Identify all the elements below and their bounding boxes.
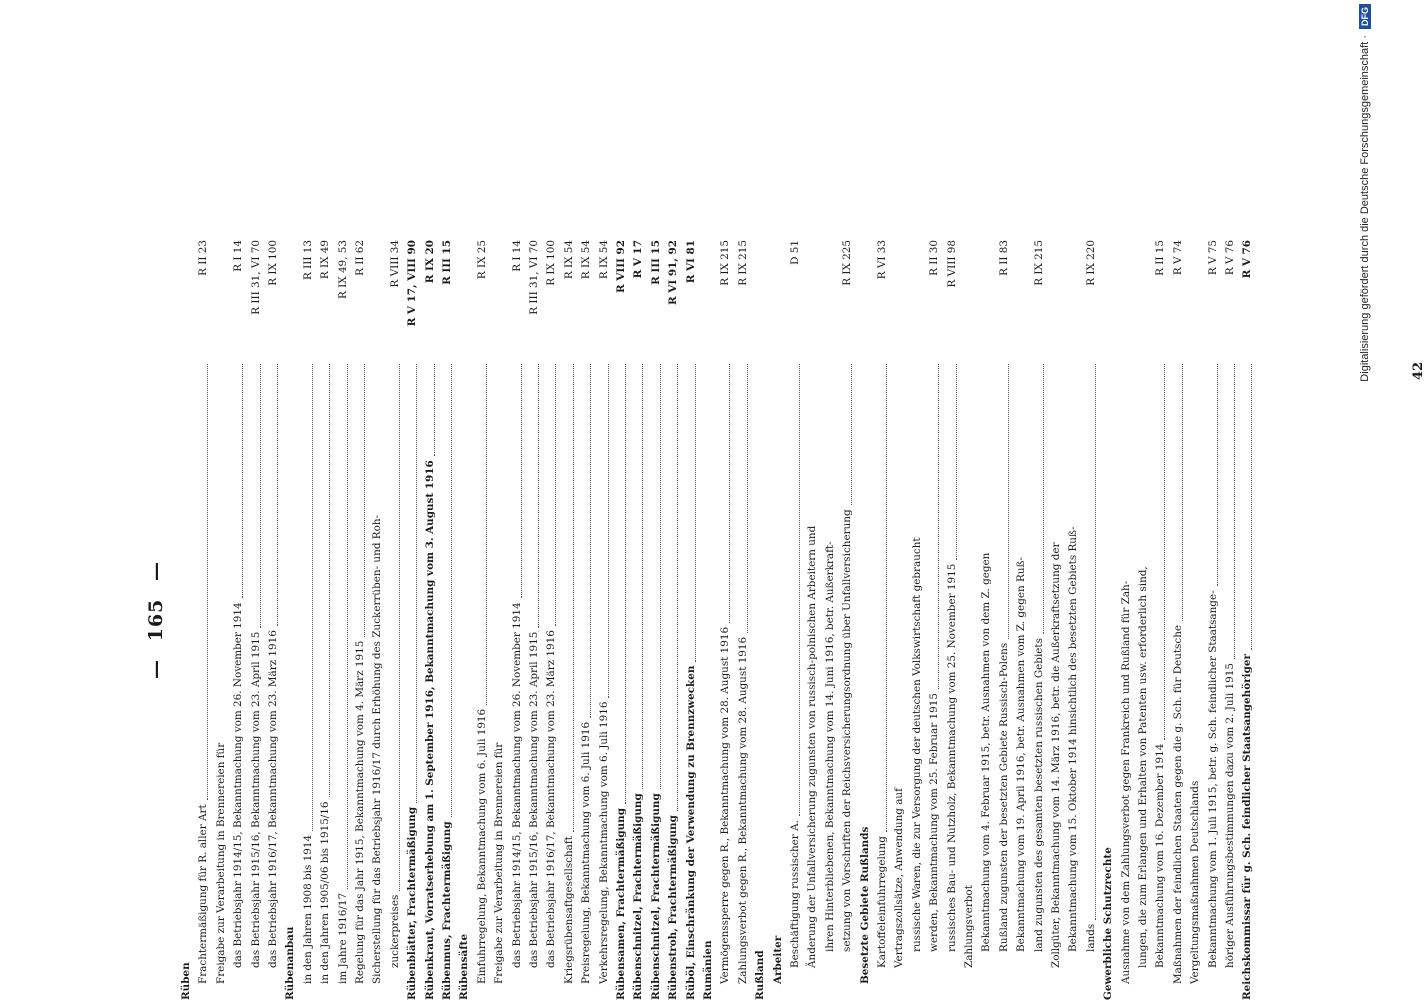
page-number-text: 165 xyxy=(145,598,167,642)
entry-reference: R III 15 xyxy=(649,240,662,285)
entry-text: Vertragszollsätze, Anwendung auf xyxy=(893,788,906,968)
page-number xyxy=(145,240,167,1000)
entry-reference: R V 17, VIII 90 xyxy=(406,240,419,327)
entry-reference: R VI 81 xyxy=(684,240,697,284)
entry-reference: R IX 20 xyxy=(423,240,436,284)
dot-leader xyxy=(787,364,800,816)
index-entry xyxy=(1085,240,1097,1000)
entry-text: das Betriebsjahr 1916/17, Bekanntmachung vom 23. März 1916 xyxy=(267,630,279,968)
dot-leader xyxy=(509,364,522,598)
entry-reference: R VIII 34 xyxy=(388,240,401,288)
entry-reference: R IX 220 xyxy=(1084,240,1097,286)
index-entry xyxy=(963,240,975,1000)
index-entry xyxy=(563,240,575,1000)
index-entry xyxy=(389,240,401,1000)
entry-reference: R V 17 xyxy=(632,240,645,279)
dot-leader xyxy=(944,364,957,560)
entry-text: russische Waren, die zur Versorgung der deutschen Volkswirtschaft gebraucht xyxy=(910,537,923,952)
entry-text: Bekanntmachung vom 4. Februar 1915, betr. Ausnahmen von dem Z. gegen xyxy=(980,552,993,952)
index-entry xyxy=(371,240,383,1000)
entry-text: das Betriebsjahr 1915/16, Bekanntmachung vom 23. April 1915 xyxy=(528,631,540,968)
dot-leader xyxy=(195,364,208,800)
entry-reference: R VIII 98 xyxy=(945,240,958,288)
entry-reference: R IX 49, 53 xyxy=(336,240,349,299)
dot-leader xyxy=(874,364,887,832)
entry-text: Rüben xyxy=(180,962,192,1000)
index-entry xyxy=(806,240,818,1000)
entry-reference: R V 76 xyxy=(1224,240,1236,276)
index-entry xyxy=(754,240,766,1000)
entry-text: Änderung der Unfallversicherung zugunsten von russisch-polnischen Arbeitern und xyxy=(806,525,819,968)
entry-reference: R III 13 xyxy=(301,240,314,280)
index-entry xyxy=(284,240,296,1000)
entry-text: Rußland xyxy=(754,950,767,1000)
index-entry xyxy=(632,240,644,1000)
entry-text: Rübenkraut, Vorratserhebung am 1. September 1916, Bekanntmachung vom 3. August 1916 xyxy=(423,460,436,1000)
entry-text: in den Jahren 1905/06 bis 1915/16 xyxy=(319,801,332,984)
footer-number: 42 xyxy=(1411,361,1426,380)
entry-text: lungen, die zum Erlangen und Erhalten von Patenten usw. erforderlich sind, xyxy=(1137,566,1149,968)
dot-leader xyxy=(1222,364,1235,659)
entry-reference: R III 31, VI 70 xyxy=(249,240,262,315)
index-entry xyxy=(685,240,697,1000)
entry-text: das Betriebsjahr 1914/15, Bekanntmachung vom 26. November 1914 xyxy=(510,602,523,968)
dot-leader xyxy=(422,364,435,456)
entry-text: Besetzte Gebiete Rußlands xyxy=(858,826,871,984)
entry-text: Freigabe zur Verarbeitung in Brennereien für xyxy=(214,742,227,984)
entry-text: Maßnahmen der feindlichen Staaten gegen die g. Sch. für Deutsche xyxy=(1171,624,1184,984)
entry-text: Rübenschnitzel, Frachtermäßigung xyxy=(649,793,662,1000)
entry-text: Kriegsrübensaftgesellschaft xyxy=(562,836,575,984)
dot-leader xyxy=(596,364,609,698)
entry-text: land zugunsten des gesamten besetzten russischen Gebiets xyxy=(1032,638,1045,952)
dot-leader xyxy=(230,364,243,598)
entry-text: Rübenschnitzel, Frachtermäßigung xyxy=(632,793,645,1000)
entry-reference: D 51 xyxy=(789,240,801,265)
index-entry xyxy=(1067,240,1079,1000)
index-entry xyxy=(650,240,662,1000)
entry-reference: R III 31, VI 70 xyxy=(528,240,540,315)
entry-text: ihren Hinterbliebenen, Bekanntmachung vom 14. Juni 1916, betr. Außerkraft- xyxy=(823,541,836,952)
dot-leader xyxy=(735,364,748,633)
index-entry xyxy=(1137,240,1149,1000)
entry-reference: R V 76 xyxy=(1241,240,1254,279)
index-entry xyxy=(319,240,331,1000)
entry-text: Rübenstroh, Frachtermäßigung xyxy=(667,815,680,1000)
dot-leader xyxy=(1083,364,1096,920)
index-entry xyxy=(719,240,731,1000)
entry-reference: R IX 100 xyxy=(267,240,279,286)
entry-reference: R IX 215 xyxy=(719,240,732,286)
index-entries xyxy=(180,240,1290,1000)
index-entry xyxy=(615,240,627,1000)
entry-reference: R V 74 xyxy=(1171,240,1184,276)
entry-text: Rußland zugunsten der besetzten Gebiete Russisch-Polens xyxy=(997,642,1010,952)
dot-leader xyxy=(665,364,678,811)
index-entry xyxy=(1172,240,1184,1000)
dot-leader xyxy=(613,364,626,804)
index-entry xyxy=(545,240,557,1000)
index-entry xyxy=(424,240,436,1000)
dot-leader xyxy=(926,364,939,689)
index-entry xyxy=(667,240,679,1000)
index-entry xyxy=(1102,240,1114,1000)
index-entry xyxy=(197,240,209,1000)
index-entry xyxy=(267,240,279,1000)
entry-text: Reichskommissar für g. Sch. feindlicher Staatsangehöriger xyxy=(1241,654,1254,1000)
entry-text: Zahlungsverbot xyxy=(963,885,975,968)
entry-text: Rübenmus, Frachtermäßigung xyxy=(441,821,453,1000)
index-entry xyxy=(337,240,349,1000)
dash-right: — xyxy=(145,561,167,582)
entry-text: Freigabe zur Verarbeitung in Brennereien für xyxy=(493,742,506,984)
entry-reference: R IX 54 xyxy=(580,240,593,280)
index-entry xyxy=(180,240,192,1000)
index-entry xyxy=(354,240,366,1000)
entry-text: im Jahre 1916/17 xyxy=(336,892,349,984)
index-entry xyxy=(441,240,453,1000)
entry-reference: R V 75 xyxy=(1206,240,1219,276)
index-entry xyxy=(250,240,262,1000)
index-entry xyxy=(458,240,470,1000)
dot-leader xyxy=(839,364,852,505)
entry-reference: R II 15 xyxy=(1154,240,1167,276)
entry-reference: R II 30 xyxy=(928,240,941,276)
dot-leader xyxy=(526,364,539,628)
index-entry xyxy=(876,240,888,1000)
dot-leader xyxy=(439,364,452,817)
index-entry xyxy=(1241,240,1253,1000)
index-entry xyxy=(215,240,227,1000)
entry-text: setzung von Vorschriften der Reichsversicherungsordnung über Unfallversicherung xyxy=(841,509,854,952)
watermark-text: Digitalisierung gefördert durch die Deutsche Forschungsgemeinschaft · xyxy=(1359,35,1371,382)
dot-leader xyxy=(578,364,591,718)
entry-text: Preisregelung, Bekanntmachung vom 6. Juli 1916 xyxy=(580,721,593,984)
index-entry xyxy=(598,240,610,1000)
entry-text: Vermögenssperre gegen R., Bekanntmachung vom 28. August 1916 xyxy=(719,626,732,984)
index-entry xyxy=(406,240,418,1000)
dot-leader xyxy=(335,364,348,889)
dot-leader xyxy=(1152,364,1165,740)
entry-text: werden, Bekanntmachung vom 25. Februar 1915 xyxy=(928,693,941,952)
index-entry xyxy=(580,240,592,1000)
index-entry xyxy=(302,240,314,1000)
entry-reference: R IX 100 xyxy=(545,240,558,286)
entry-text: Beschäftigung russischer A. xyxy=(789,820,801,968)
entry-text: Rübenanbau xyxy=(284,926,297,1000)
entry-reference: R II 62 xyxy=(354,240,366,276)
entry-text: in den Jahren 1908 bis 1914 xyxy=(301,834,314,984)
entry-text: Sicherstellung für das Betriebsjahr 1916/17 durch Erhöhung des Zuckerrüben- und Roh- xyxy=(371,514,384,984)
entry-reference: R IX 25 xyxy=(475,240,488,280)
index-entry xyxy=(893,240,905,1000)
entry-text: Rübenblätter, Frachtermäßigung xyxy=(406,806,419,1000)
index-entry xyxy=(841,240,853,1000)
entry-text: Bekanntmachung vom 1. Juli 1915, betr. g. Sch. feindlicher Staatsange- xyxy=(1206,590,1219,968)
entry-text: zuckerpreises xyxy=(388,894,401,968)
entry-text: das Betriebsjahr 1916/17, Bekanntmachung vom 23. März 1916 xyxy=(545,630,558,968)
dfg-watermark xyxy=(1352,4,1378,444)
dfg-logo: DFG xyxy=(1359,4,1371,29)
entry-text: Frachtermäßigung für R. aller Art xyxy=(197,804,210,984)
entry-text: Zollgüter, Bekanntmachung vom 14. März 1916, betr. die Außerkraftsetzung der xyxy=(1050,542,1062,968)
dot-leader xyxy=(300,364,313,831)
entry-text: Kartoffeleinfuhrregelung xyxy=(876,836,888,968)
entry-reference: R III 15 xyxy=(441,240,453,285)
dot-leader xyxy=(1239,364,1252,650)
index-entry xyxy=(911,240,923,1000)
index-entry xyxy=(737,240,749,1000)
entry-text: Bekanntmachung vom 16. Dezember 1914 xyxy=(1154,743,1167,968)
index-entry xyxy=(1120,240,1132,1000)
dot-leader xyxy=(630,364,643,789)
dot-leader xyxy=(248,364,261,628)
entry-reference: R IX 54 xyxy=(597,240,610,280)
dot-leader xyxy=(474,364,487,705)
index-entry xyxy=(528,240,540,1000)
dot-leader xyxy=(1031,364,1044,634)
entry-text: Rumänien xyxy=(702,940,714,1000)
index-entry xyxy=(1050,240,1062,1000)
index-entry xyxy=(1033,240,1045,1000)
index-entry xyxy=(1154,240,1166,1000)
index-entry xyxy=(824,240,836,1000)
entry-reference: R VI 33 xyxy=(876,240,888,280)
dot-leader xyxy=(648,364,661,789)
entry-reference: R IX 215 xyxy=(1032,240,1045,286)
entry-text: das Betriebsjahr 1915/16, Bekanntmachung vom 23. April 1915 xyxy=(249,631,262,968)
index-entry xyxy=(702,240,714,1000)
entry-text: Regelung für das Jahr 1915, Bekanntmachung vom 4. März 1915 xyxy=(354,640,366,984)
index-entry xyxy=(928,240,940,1000)
dash-left: — xyxy=(145,658,167,679)
entry-reference: R II 23 xyxy=(197,240,210,276)
entry-reference: R VI 91, 92 xyxy=(667,240,680,305)
index-entry xyxy=(1015,240,1027,1000)
entry-reference: R IX 215 xyxy=(736,240,749,286)
entry-text: Rübensäfte xyxy=(458,933,471,1000)
index-entry xyxy=(1189,240,1201,1000)
entry-text: Vergeltungsmaßnahmen Deutschlands xyxy=(1189,780,1202,984)
index-entry xyxy=(946,240,958,1000)
index-entry xyxy=(232,240,244,1000)
dot-leader xyxy=(317,364,330,797)
entry-text: Einfuhrregelung, Bekanntmachung vom 6. Juli 1916 xyxy=(475,708,488,984)
entry-reference: R IX 225 xyxy=(841,240,854,286)
entry-reference: R IX 54 xyxy=(562,240,575,280)
index-entry xyxy=(511,240,523,1000)
index-entry xyxy=(1207,240,1219,1000)
entry-text: russisches Bau- und Nutzholz, Bekanntmachung vom 25. November 1915 xyxy=(945,563,958,952)
index-entry xyxy=(998,240,1010,1000)
entry-reference: R I 14 xyxy=(510,240,523,272)
entry-text: Rüböl, Einschränkung der Verwendung zu Brennzwecken xyxy=(684,665,697,1000)
index-entry xyxy=(493,240,505,1000)
entry-reference: R VIII 92 xyxy=(615,240,627,293)
entry-text: höriger Ausführungsbestimmungen dazu vom 2. Juli 1915 xyxy=(1224,663,1236,968)
entry-text: Gewerbliche Schutzrechte xyxy=(1102,847,1115,1000)
index-entry xyxy=(772,240,784,1000)
entry-text: Bekanntmachung vom 19. April 1916, betr. Ausnahmen vom Z. gegen Ruß- xyxy=(1015,557,1028,952)
dot-leader xyxy=(996,364,1009,639)
entry-reference: R IX 49 xyxy=(319,240,332,280)
dot-leader xyxy=(543,364,556,626)
index-entry xyxy=(859,240,871,1000)
rotated-page-content xyxy=(145,240,1426,1000)
entry-reference: R I 14 xyxy=(232,240,245,272)
dot-leader xyxy=(387,364,400,891)
dot-leader xyxy=(404,364,417,803)
entry-text: Verkehrsregelung, Bekanntmachung vom 6. Juli 1916 xyxy=(597,701,610,984)
dot-leader xyxy=(561,364,574,832)
index-entry xyxy=(476,240,488,1000)
entry-text: Zahlungsverbot gegen R., Bekanntmachung vom 28. August 1916 xyxy=(736,636,749,984)
index-entry xyxy=(789,240,801,1000)
entry-text: Arbeiter xyxy=(771,935,784,984)
dot-leader xyxy=(683,364,696,662)
index-entry xyxy=(980,240,992,1000)
index-entry xyxy=(1224,240,1236,1000)
dot-leader xyxy=(1170,364,1183,621)
entry-text: Bekanntmachung vom 15. Oktober 1914 hinsichtlich des besetzten Gebiets Ruß- xyxy=(1067,526,1080,952)
entry-text: Ausnahme von dem Zahlungsverbot gegen Frankreich und Rußland für Zah- xyxy=(1119,580,1132,984)
entry-reference: R II 83 xyxy=(997,240,1010,276)
dot-leader xyxy=(352,364,365,637)
dot-leader xyxy=(1205,364,1218,586)
entry-text: Rübensamen, Frachtermäßigung xyxy=(615,808,627,1000)
dot-leader xyxy=(717,364,730,623)
entry-text: das Betriebsjahr 1914/15, Bekanntmachung vom 26. November 1914 xyxy=(232,602,245,968)
dot-leader xyxy=(265,364,278,626)
entry-text: lands xyxy=(1084,923,1097,952)
